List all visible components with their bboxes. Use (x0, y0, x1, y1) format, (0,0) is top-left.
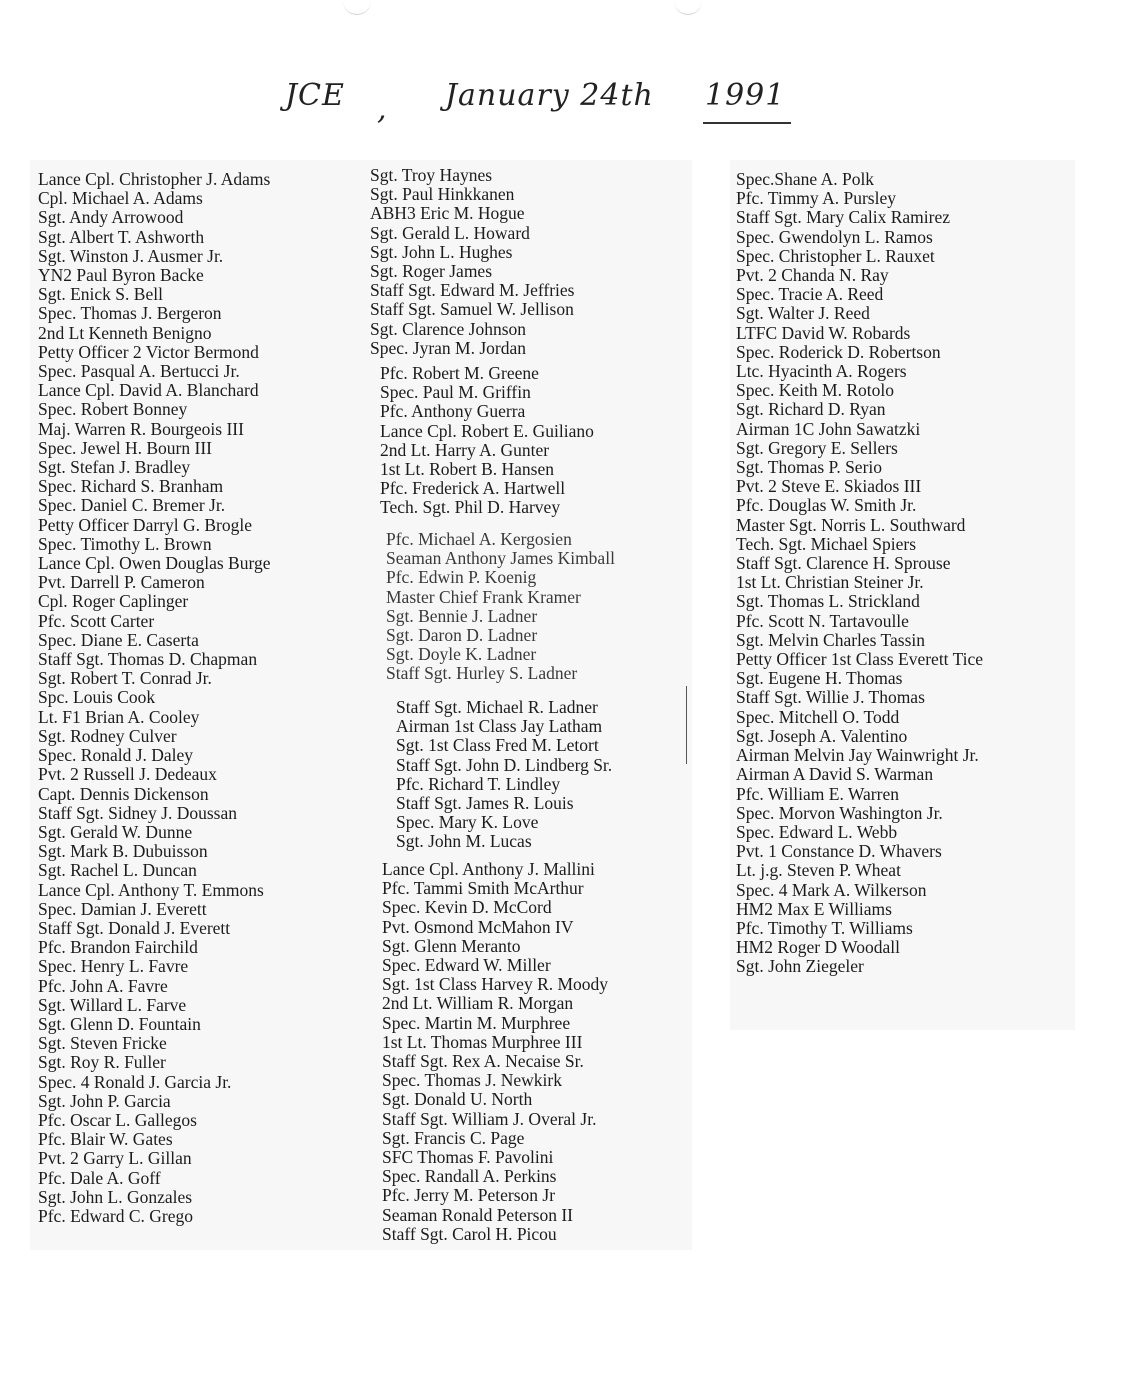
name-entry: Pvt. 2 Chanda N. Ray (736, 265, 889, 286)
name-entry: Sgt. Troy Haynes (370, 165, 493, 185)
name-entry: Pfc. Timothy T. Williams (736, 917, 913, 938)
name-entry: Airman 1C John Sawatzki (736, 418, 921, 439)
name-entry: Pvt. 2 Russell J. Dedeaux (38, 764, 217, 785)
name-entry: Spec. Kevin D. McCord (382, 897, 552, 918)
name-entry: Sgt. Melvin Charles Tassin (736, 629, 926, 650)
name-entry: Petty Officer Darryl G. Brogle (38, 514, 252, 535)
name-entry: Sgt. Roy R. Fuller (38, 1052, 166, 1073)
name-entry: Pfc. Edward C. Grego (38, 1205, 194, 1226)
name-entry: Spec. 4 Ronald J. Garcia Jr. (38, 1071, 232, 1092)
name-entry: Spec. Paul M. Griffin (380, 382, 531, 403)
name-entry: Sgt. Thomas L. Strickland (736, 591, 920, 612)
header-date: January 24th (445, 78, 654, 113)
name-entry: Staff Sgt. Hurley S. Ladner (386, 663, 578, 684)
name-entry: Sgt. Gregory E. Sellers (736, 437, 898, 458)
name-entry: Master Chief Frank Kramer (386, 586, 581, 607)
name-entry: Spec. Edward W. Miller (382, 955, 551, 976)
name-entry: Sgt. Albert T. Ashworth (38, 226, 205, 247)
name-entry: Spec. Ronald J. Daley (38, 745, 194, 766)
name-entry: Sgt. Rachel L. Duncan (38, 860, 197, 881)
name-entry: Seaman Ronald Peterson II (382, 1204, 573, 1225)
name-entry: Spec. Daniel C. Bremer Jr. (38, 495, 226, 516)
name-entry: Pfc. Brandon Fairchild (38, 937, 198, 958)
name-entry: Staff Sgt. Edward M. Jeffries (370, 280, 575, 301)
name-entry: Lance Cpl. Owen Douglas Burge (38, 553, 271, 574)
name-entry: Spec. Mitchell O. Todd (736, 706, 900, 727)
name-entry: Airman Melvin Jay Wainwright Jr. (736, 745, 979, 766)
name-entry: Petty Officer 1st Class Everett Tice (736, 649, 984, 670)
name-entry: 1st Lt. Thomas Murphree III (382, 1031, 583, 1052)
name-entry: SFC Thomas F. Pavolini (382, 1147, 554, 1168)
name-entry: Pfc. Scott N. Tartavoulle (736, 610, 909, 631)
name-entry: Sgt. Rodney Culver (38, 725, 177, 746)
name-entry: 1st Lt. Robert B. Hansen (380, 459, 555, 480)
column-1 (38, 170, 270, 1226)
name-entry: Sgt. Andy Arrowood (38, 207, 184, 228)
name-entry: Spec. Roderick D. Robertson (736, 341, 941, 362)
name-entry: Staff Sgt. Clarence H. Sprouse (736, 553, 951, 574)
name-entry: Spec.Shane A. Polk (736, 169, 875, 189)
name-entry: Lance Cpl. Anthony T. Emmons (38, 879, 264, 900)
name-entry: Spec. Diane E. Caserta (38, 629, 199, 650)
name-entry: Spc. Louis Cook (38, 687, 156, 708)
clipping-edge-line (686, 686, 687, 764)
column-2-block-5 (382, 860, 608, 1244)
name-entry: Lance Cpl. Christopher J. Adams (38, 169, 271, 189)
name-entry: Sgt. Eugene H. Thomas (736, 668, 903, 689)
name-entry: Pfc. William E. Warren (736, 783, 899, 804)
name-entry: Spec. Christopher L. Rauxet (736, 245, 935, 266)
name-entry: Tech. Sgt. Michael Spiers (736, 533, 917, 554)
name-entry: Spec. Morvon Washington Jr. (736, 802, 943, 823)
name-entry: Staff Sgt. William J. Overal Jr. (382, 1108, 597, 1129)
name-entry: Sgt. Walter J. Reed (736, 303, 870, 324)
name-entry: Sgt. 1st Class Harvey R. Moody (382, 974, 609, 995)
name-entry: Sgt. Gerald W. Dunne (38, 821, 193, 842)
name-entry: Spec. Damian J. Everett (38, 898, 207, 919)
name-entry: Capt. Dennis Dickenson (38, 783, 209, 804)
name-entry: Pfc. Scott Carter (38, 610, 155, 631)
name-entry: Pfc. Douglas W. Smith Jr. (736, 495, 917, 516)
name-entry: Sgt. Robert T. Conrad Jr. (38, 668, 212, 689)
name-entry: Staff Sgt. Rex A. Necaise Sr. (382, 1051, 584, 1072)
name-entry: 2nd Lt Kenneth Benigno (38, 322, 212, 343)
name-entry: Spec. Tracie A. Reed (736, 284, 884, 305)
name-entry: Spec. Martin M. Murphree (382, 1012, 571, 1033)
name-entry: Sgt. John P. Garcia (38, 1090, 171, 1111)
name-entry: Airman 1st Class Jay Latham (396, 716, 603, 737)
name-entry: HM2 Roger D Woodall (736, 937, 901, 958)
name-entry: Sgt. John M. Lucas (396, 831, 532, 852)
name-entry: Petty Officer 2 Victor Bermond (38, 341, 259, 362)
name-entry: Sgt. Gerald L. Howard (370, 222, 530, 243)
name-entry: 2nd Lt. William R. Morgan (382, 993, 574, 1014)
name-entry: Master Sgt. Norris L. Southward (736, 514, 966, 535)
name-entry: Spec. Richard S. Branham (38, 476, 224, 497)
name-entry: Sgt. John L. Hughes (370, 241, 513, 262)
name-entry: Sgt. John Ziegeler (736, 956, 864, 977)
name-entry: Staff Sgt. John D. Lindberg Sr. (396, 754, 613, 775)
name-entry: Tech. Sgt. Phil D. Harvey (380, 497, 561, 518)
name-entry: Spec. Henry L. Favre (38, 956, 189, 977)
name-entry: Sgt. Clarence Johnson (370, 318, 527, 339)
name-entry: Spec. Randall A. Perkins (382, 1166, 557, 1187)
name-entry: Pfc. Richard T. Lindley (396, 773, 561, 794)
name-entry: Spec. Pasqual A. Bertucci Jr. (38, 361, 240, 382)
header-comma: , (377, 92, 388, 127)
name-entry: Cpl. Roger Caplinger (38, 591, 189, 612)
name-entry: Spec. Edward L. Webb (736, 821, 898, 842)
name-entry: Lt. j.g. Steven P. Wheat (736, 860, 901, 881)
name-entry: ABH3 Eric M. Hogue (370, 203, 525, 224)
name-entry: Spec. Gwendolyn L. Ramos (736, 226, 933, 247)
name-entry: Staff Sgt. Samuel W. Jellison (370, 299, 574, 320)
name-entry: Maj. Warren R. Bourgeois III (38, 418, 244, 439)
name-entry: Sgt. Winston J. Ausmer Jr. (38, 245, 224, 266)
name-entry: Sgt. Francis C. Page (382, 1127, 525, 1148)
name-entry: Staff Sgt. Michael R. Ladner (396, 697, 598, 717)
column-2-block-3 (386, 530, 615, 684)
name-entry: Spec. 4 Mark A. Wilkerson (736, 879, 927, 900)
name-entry: Pfc. John A. Favre (38, 975, 168, 996)
name-entry: Spec. Thomas J. Bergeron (38, 303, 222, 324)
name-entry: Sgt. Donald U. North (382, 1089, 533, 1110)
name-entry: Pfc. Oscar L. Gallegos (38, 1109, 197, 1130)
name-entry: Sgt. Enick S. Bell (38, 284, 163, 305)
name-entry: Lt. F1 Brian A. Cooley (38, 706, 200, 727)
name-entry: Pfc. Robert M. Greene (380, 363, 539, 383)
name-entry: Staff Sgt. James R. Louis (396, 793, 574, 814)
name-entry: Spec. Keith M. Rotolo (736, 380, 894, 401)
name-entry: Spec. Jyran M. Jordan (370, 337, 527, 358)
name-entry: Pfc. Blair W. Gates (38, 1129, 173, 1150)
name-entry: Staff Sgt. Thomas D. Chapman (38, 649, 258, 670)
name-entry: Sgt. Willard L. Farve (38, 994, 187, 1015)
name-entry: Sgt. Steven Fricke (38, 1033, 167, 1054)
name-entry: Sgt. Bennie J. Ladner (386, 605, 538, 626)
name-entry: Pfc. Michael A. Kergosien (386, 529, 572, 549)
handwritten-header (285, 70, 805, 130)
punch-hole-mark (343, 0, 371, 15)
header-part1: JCE (285, 78, 345, 113)
name-entry: Lance Cpl. Robert E. Guiliano (380, 420, 594, 441)
name-entry: Spec. Mary K. Love (396, 812, 539, 833)
name-entry: Pfc. Timmy A. Pursley (736, 188, 896, 209)
name-entry: Spec. Thomas J. Newkirk (382, 1070, 562, 1091)
name-entry: Pvt. 2 Garry L. Gillan (38, 1148, 192, 1169)
name-entry: Cpl. Michael A. Adams (38, 188, 203, 209)
punch-hole-mark (674, 0, 702, 15)
name-entry: 1st Lt. Christian Steiner Jr. (736, 572, 924, 593)
column-2-block-1 (370, 166, 574, 358)
name-entry: Sgt. Daron D. Ladner (386, 625, 538, 646)
name-entry: HM2 Max E Williams (736, 898, 892, 919)
column-2-block-2 (380, 364, 594, 518)
name-entry: Pfc. Jerry M. Peterson Jr (382, 1185, 556, 1206)
name-entry: Pvt. Darrell P. Cameron (38, 572, 205, 593)
name-entry: Staff Sgt. Mary Calix Ramirez (736, 207, 951, 228)
name-entry: Sgt. Richard D. Ryan (736, 399, 886, 420)
name-entry: Pfc. Anthony Guerra (380, 401, 526, 422)
name-entry: Pfc. Edwin P. Koenig (386, 567, 537, 588)
name-entry: Sgt. Mark B. Dubuisson (38, 841, 208, 862)
name-entry: Sgt. John L. Gonzales (38, 1186, 193, 1207)
name-entry: Sgt. Glenn D. Fountain (38, 1013, 201, 1034)
column-3 (736, 170, 983, 977)
name-entry: Pfc. Tammi Smith McArthur (382, 878, 584, 899)
name-entry: Staff Sgt. Sidney J. Doussan (38, 802, 237, 823)
name-entry: Sgt. Stefan J. Bradley (38, 457, 191, 478)
name-entry: Sgt. Glenn Meranto (382, 935, 521, 956)
name-entry: Sgt. Roger James (370, 261, 493, 282)
name-entry: Pvt. Osmond McMahon IV (382, 916, 574, 937)
name-entry: YN2 Paul Byron Backe (38, 265, 204, 286)
column-2-block-4 (396, 698, 612, 852)
name-entry: Sgt. Joseph A. Valentino (736, 725, 908, 746)
name-entry: Lance Cpl. Anthony J. Mallini (382, 859, 595, 879)
name-entry: 2nd Lt. Harry A. Gunter (380, 439, 550, 460)
name-entry: Spec. Jewel H. Bourn III (38, 437, 212, 458)
name-entry: Pfc. Dale A. Goff (38, 1167, 161, 1188)
name-entry: Airman A David S. Warman (736, 764, 934, 785)
name-entry: Sgt. 1st Class Fred M. Letort (396, 735, 599, 756)
name-entry: Staff Sgt. Donald J. Everett (38, 917, 231, 938)
name-entry: Sgt. Thomas P. Serio (736, 457, 883, 478)
name-entry: Pvt. 2 Steve E. Skiados III (736, 476, 922, 497)
name-entry: Pfc. Frederick A. Hartwell (380, 478, 566, 499)
name-entry: Spec. Robert Bonney (38, 399, 188, 420)
name-entry: Staff Sgt. Willie J. Thomas (736, 687, 925, 708)
name-entry: Pvt. 1 Constance D. Whavers (736, 841, 942, 862)
name-entry: Spec. Timothy L. Brown (38, 533, 212, 554)
name-entry: Ltc. Hyacinth A. Rogers (736, 361, 907, 382)
name-entry: Lance Cpl. David A. Blanchard (38, 380, 259, 401)
name-entry: Seaman Anthony James Kimball (386, 548, 615, 569)
name-entry: LTFC David W. Robards (736, 322, 911, 343)
header-year: 1991 (705, 78, 786, 113)
name-entry: Staff Sgt. Carol H. Picou (382, 1223, 557, 1244)
name-entry: Sgt. Paul Hinkkanen (370, 184, 515, 205)
name-entry: Sgt. Doyle K. Ladner (386, 644, 537, 665)
header-underline (703, 122, 791, 124)
